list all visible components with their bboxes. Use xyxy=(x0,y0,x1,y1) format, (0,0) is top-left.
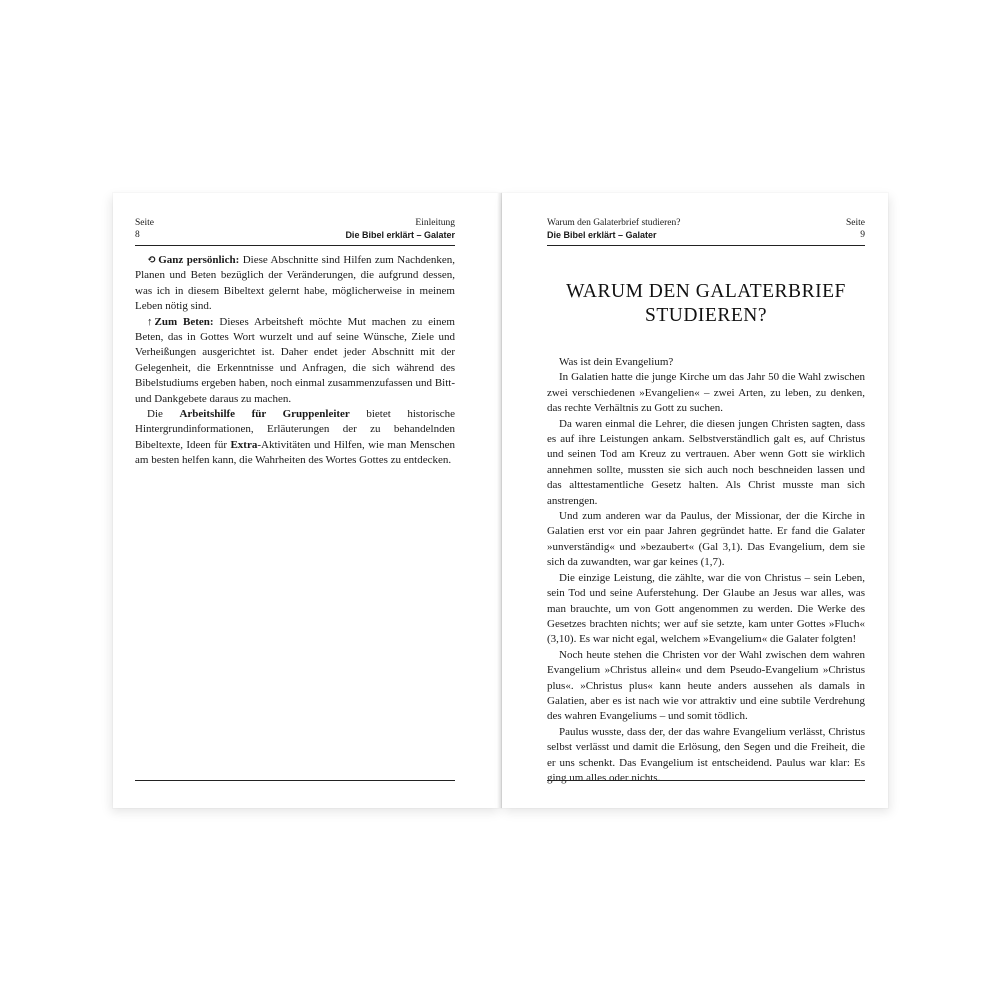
chapter-title xyxy=(547,280,865,328)
left-page-header xyxy=(135,217,455,241)
left-page-body xyxy=(135,253,455,469)
paragraph: Die einzige Leistung, die zählte, war die von Christus – sein Leben, sein Tod und seine Auferstehung. Der Glaube an Jesus war alles, was man brauchte, um von Gott angenommen zu werden. Die Werke des Gesetzes brachten nichts; wer auf sie setzte, kam unter Gottes »Fluch« (3,10). Es war nicht egal, welchem »Evangelium« die Galater folgten! xyxy=(547,571,865,646)
bold-lead: Zum Beten: xyxy=(154,315,214,328)
paragraph-text: Dieses Arbeitsheft möchte Mut machen zu einem Beten, das in Gottes Wort wurzelt und auf seine Wünsche, Ziele und Verheißungen ausgerichtet ist. Daher endet jeder Abschnitt mit der Gelegenheit, die Erkenntnisse und Anfragen, die sich während des Bibelstudiums ergeben haben, noch einmal zusammenzufassen und Bitt- und Dankgebete daraus zu machen. xyxy=(135,315,455,405)
up-arrow-icon: ↑ xyxy=(147,315,153,328)
running-title: Warum den Galaterbrief studieren? xyxy=(547,218,681,228)
paragraph: Was ist dein Evangelium? xyxy=(559,356,674,368)
paragraph-personal xyxy=(135,253,455,315)
paragraph: Paulus wusste, dass der, der das wahre Evangelium verlässt, Christus selbst verlässt und damit die Erlösung, den Segen und die Freiheit, die er uns schenkt. Das Evangelium ist entscheidend. Paulus war klar: Es ging um alles oder nichts. xyxy=(547,725,865,784)
paragraph: In Galatien hatte die junge Kirche um das Jahr 50 die Wahl zwischen zwei verschiedenen »Evangelien« – zwei Arten, zu leben, zu denken, das rechte Verhältnis zu Gott zu suchen. xyxy=(547,371,865,415)
section-label: Einleitung xyxy=(415,218,455,228)
paragraph-prayer xyxy=(135,315,455,407)
page-label: Seite xyxy=(135,218,154,228)
paragraph-text-end: -Aktivitäten und Hilfen, wie man Menschen am besten helfen kann, die Wahrheiten des Wortes Gottes zu entdecken. xyxy=(135,438,455,467)
footer-rule xyxy=(547,780,865,781)
page-number: 8 xyxy=(135,230,140,240)
bold-extra: Extra xyxy=(230,438,258,451)
right-page-header xyxy=(547,217,865,241)
paragraph: Noch heute stehen die Christen vor der Wahl zwischen dem wahren Evangelium »Christus allein« und dem Pseudo-Evangelium »Christus plus«. »Christus plus« kann heute anders aussehen als damals in Galatien, aber es ist nach wie vor attraktiv und eine subtile Verdrehung des wahren Evangeliums – und somit tödlich. xyxy=(547,648,865,723)
paragraph-pre: Die xyxy=(147,408,180,421)
paragraph-group-leader xyxy=(135,407,455,469)
left-page xyxy=(113,193,501,808)
chapter-title-line: STUDIEREN? xyxy=(645,305,767,326)
paragraph: Und zum anderen war da Paulus, der Missionar, der die Kirche in Galatien erst vor ein paar Jahren gegründet hatte. Er fand die Galater »unverständig« und »bezaubert« (Gal 3,1). Das Evangelium, dem sie sich da zuwandten, war gar keines (1,7). xyxy=(547,510,865,569)
paragraph-text: Diese Abschnitte sind Hilfen zum Nachdenken, Planen und Beten bezüglich der Veränderungen, die aufgrund dessen, was ich in diesem Bibeltext gelernt habe, möglicherweise in meinem Leben nötig sind. xyxy=(135,254,455,313)
header-rule xyxy=(547,245,865,246)
header-rule xyxy=(135,245,455,246)
footer-rule xyxy=(135,780,455,781)
book-title: Die Bibel erklärt – Galater xyxy=(547,230,657,240)
page-number: 9 xyxy=(860,230,865,240)
right-page xyxy=(502,193,888,808)
chapter-title-line: WARUM DEN GALATERBRIEF xyxy=(566,281,846,302)
bold-lead: Ganz persönlich: xyxy=(158,254,240,266)
right-page-body xyxy=(547,355,865,786)
book-title: Die Bibel erklärt – Galater xyxy=(345,230,455,240)
refresh-cycle-icon: ⟲ xyxy=(147,254,157,266)
paragraph: Da waren einmal die Lehrer, die diesen jungen Christen sagten, dass es auf ihre Leistungen ankam. Selbstverständlich galt es, auf Christus und seinen Tod am Kreuz zu vertrauen. Aber wenn Gott sie wirklich annehmen sollte, mussten sie sich auch noch beschneiden lassen und das alttestamentliche Gesetz halten. Als Christ musste man sich anstrengen. xyxy=(547,417,865,507)
page-label: Seite xyxy=(846,218,865,228)
bold-lead: Arbeitshilfe für Gruppenleiter xyxy=(179,408,350,421)
paragraph-text: bietet historische Hintergrundinformationen, Erläuterungen der zu behandelnden Bibeltexte, Ideen für xyxy=(135,408,455,451)
